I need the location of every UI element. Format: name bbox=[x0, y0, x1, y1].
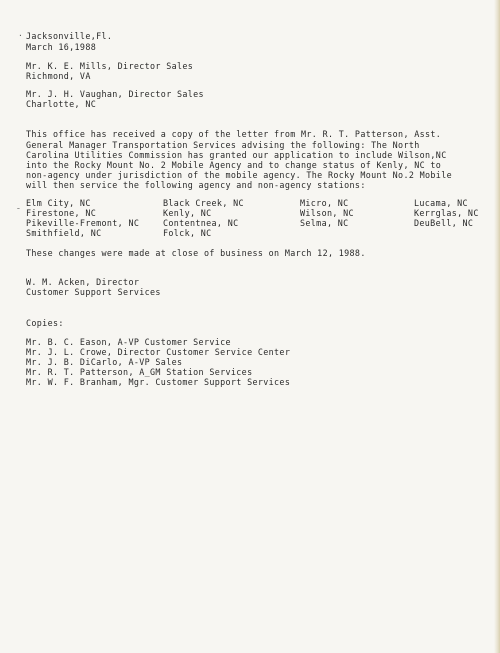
copies-label: Copies: bbox=[26, 318, 64, 328]
station-item: Elm City, NC bbox=[26, 198, 91, 208]
station-item: Selma, NC bbox=[300, 218, 349, 228]
station-item: Kerrglas, NC bbox=[414, 208, 479, 218]
page-edge-shadow bbox=[494, 0, 500, 653]
recipient-1-city: Richmond, VA bbox=[26, 71, 91, 81]
station-item: Lucama, NC bbox=[414, 198, 468, 208]
body-line: will then service the following agency and non-agency stations: bbox=[26, 180, 366, 190]
closing-statement: These changes were made at close of business on March 12, 1988. bbox=[26, 248, 366, 258]
station-item: Contentnea, NC bbox=[163, 218, 239, 228]
copy-recipient: Mr. R. T. Patterson, A_GM Station Services bbox=[26, 367, 253, 377]
recipient-2-name: Mr. J. H. Vaughan, Director Sales bbox=[26, 89, 204, 99]
body-line: This office has received a copy of the letter from Mr. R. T. Patterson, Asst. bbox=[26, 129, 442, 139]
station-item: Smithfield, NC bbox=[26, 228, 102, 238]
station-item: Micro, NC bbox=[300, 198, 349, 208]
station-item: Firestone, NC bbox=[26, 208, 97, 218]
copy-recipient: Mr. W. F. Branham, Mgr. Customer Support Services bbox=[26, 377, 291, 387]
signature-name: W. M. Acken, Director bbox=[26, 277, 140, 287]
copy-recipient: Mr. B. C. Eason, A-VP Customer Service bbox=[26, 337, 231, 347]
copy-recipient: Mr. J. B. DiCarlo, A-VP Sales bbox=[26, 357, 183, 367]
station-item: Pikeville-Fremont, NC bbox=[26, 218, 140, 228]
station-item: Folck, NC bbox=[163, 228, 212, 238]
body-line: into the Rocky Mount No. 2 Mobile Agency and to change status of Kenly, NC to bbox=[26, 160, 442, 170]
station-item: DeuBell, NC bbox=[414, 218, 474, 228]
bullet-mark: · bbox=[18, 31, 23, 40]
station-item: Wilson, NC bbox=[300, 208, 354, 218]
body-line: Carolina Utilities Commission has granted our application to include Wilson,NC bbox=[26, 150, 447, 160]
body-line: non-agency under jurisdiction of the mobile agency. The Rocky Mount No.2 Mobile bbox=[26, 170, 452, 180]
recipient-2-city: Charlotte, NC bbox=[26, 99, 97, 109]
signature-title: Customer Support Services bbox=[26, 287, 161, 297]
body-line: General Manager Transportation Services advising the following: The North bbox=[26, 140, 420, 150]
header-location: Jacksonville,Fl. bbox=[26, 31, 113, 41]
recipient-1-name: Mr. K. E. Mills, Director Sales bbox=[26, 61, 194, 71]
station-item: Kenly, NC bbox=[163, 208, 212, 218]
margin-tick-mark: ˍ bbox=[16, 200, 21, 209]
copy-recipient: Mr. J. L. Crowe, Director Customer Service Center bbox=[26, 347, 291, 357]
header-date: March 16,1988 bbox=[26, 42, 97, 52]
station-item: Black Creek, NC bbox=[163, 198, 244, 208]
